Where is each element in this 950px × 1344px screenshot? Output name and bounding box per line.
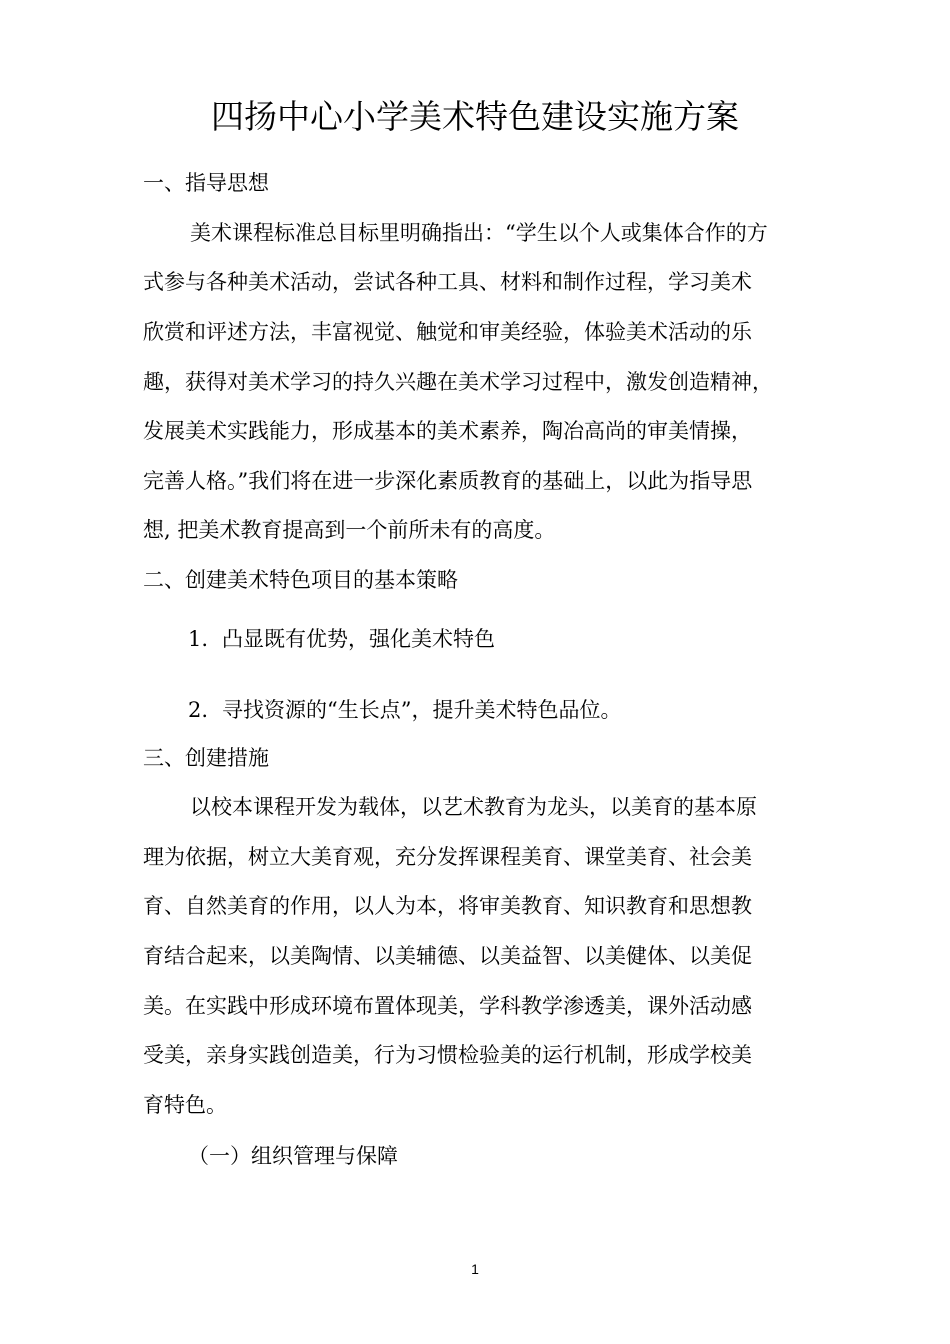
list-text: 寻找资源的“生长点”，提升美术特色品位。 [222, 698, 622, 722]
list-text: 凸显既有优势，强化美术特色 [222, 627, 495, 651]
page-number: 1 [471, 1261, 479, 1277]
section-heading-2: 二、创建美术特色项目的基本策略 [143, 568, 458, 592]
section-heading-1: 一、指导思想 [143, 171, 269, 195]
section-heading-3: 三、创建措施 [143, 746, 269, 770]
list-item [188, 629, 495, 650]
list-number: 1. [188, 627, 209, 651]
paragraph-line: 受美，亲身实践创造美，行为习惯检验美的运行机制，形成学校美 [143, 1043, 752, 1067]
paragraph-line: 育结合起来，以美陶情、以美辅德、以美益智、以美健体、以美促 [143, 944, 752, 968]
list-number: 2. [188, 698, 209, 722]
paragraph-line: 趣，获得对美术学习的持久兴趣在美术学习过程中，激发创造精神， [143, 370, 773, 394]
paragraph-line: 美术课程标准总目标里明确指出：“学生以个人或集体合作的方 [190, 221, 768, 245]
paragraph-line: 育特色。 [143, 1093, 227, 1117]
paragraph-line: 理为依据，树立大美育观，充分发挥课程美育、课堂美育、社会美 [143, 845, 752, 869]
paragraph-line: 式参与各种美术活动，尝试各种工具、材料和制作过程，学习美术 [143, 270, 752, 294]
paragraph-line: 美。在实践中形成环境布置体现美，学科教学渗透美，课外活动感 [143, 994, 752, 1018]
paragraph-line: 以校本课程开发为载体，以艺术教育为龙头，以美育的基本原 [190, 795, 757, 819]
paragraph-line: 发展美术实践能力，形成基本的美术素养，陶冶高尚的审美情操， [143, 419, 752, 443]
paragraph-line: 想, 把美术教育提高到一个前所未有的高度。 [143, 518, 556, 542]
paragraph-line: 欣赏和评述方法，丰富视觉、触觉和审美经验，体验美术活动的乐 [143, 320, 752, 344]
paragraph-line: 完善人格。”我们将在进一步深化素质教育的基础上，以此为指导思 [143, 469, 753, 493]
document-title: 四扬中心小学美术特色建设实施方案 [211, 97, 739, 136]
list-item [188, 700, 621, 721]
paragraph-line: 育、自然美育的作用，以人为本，将审美教育、知识教育和思想教 [143, 894, 752, 918]
subsection-heading: （一）组织管理与保障 [188, 1144, 398, 1168]
